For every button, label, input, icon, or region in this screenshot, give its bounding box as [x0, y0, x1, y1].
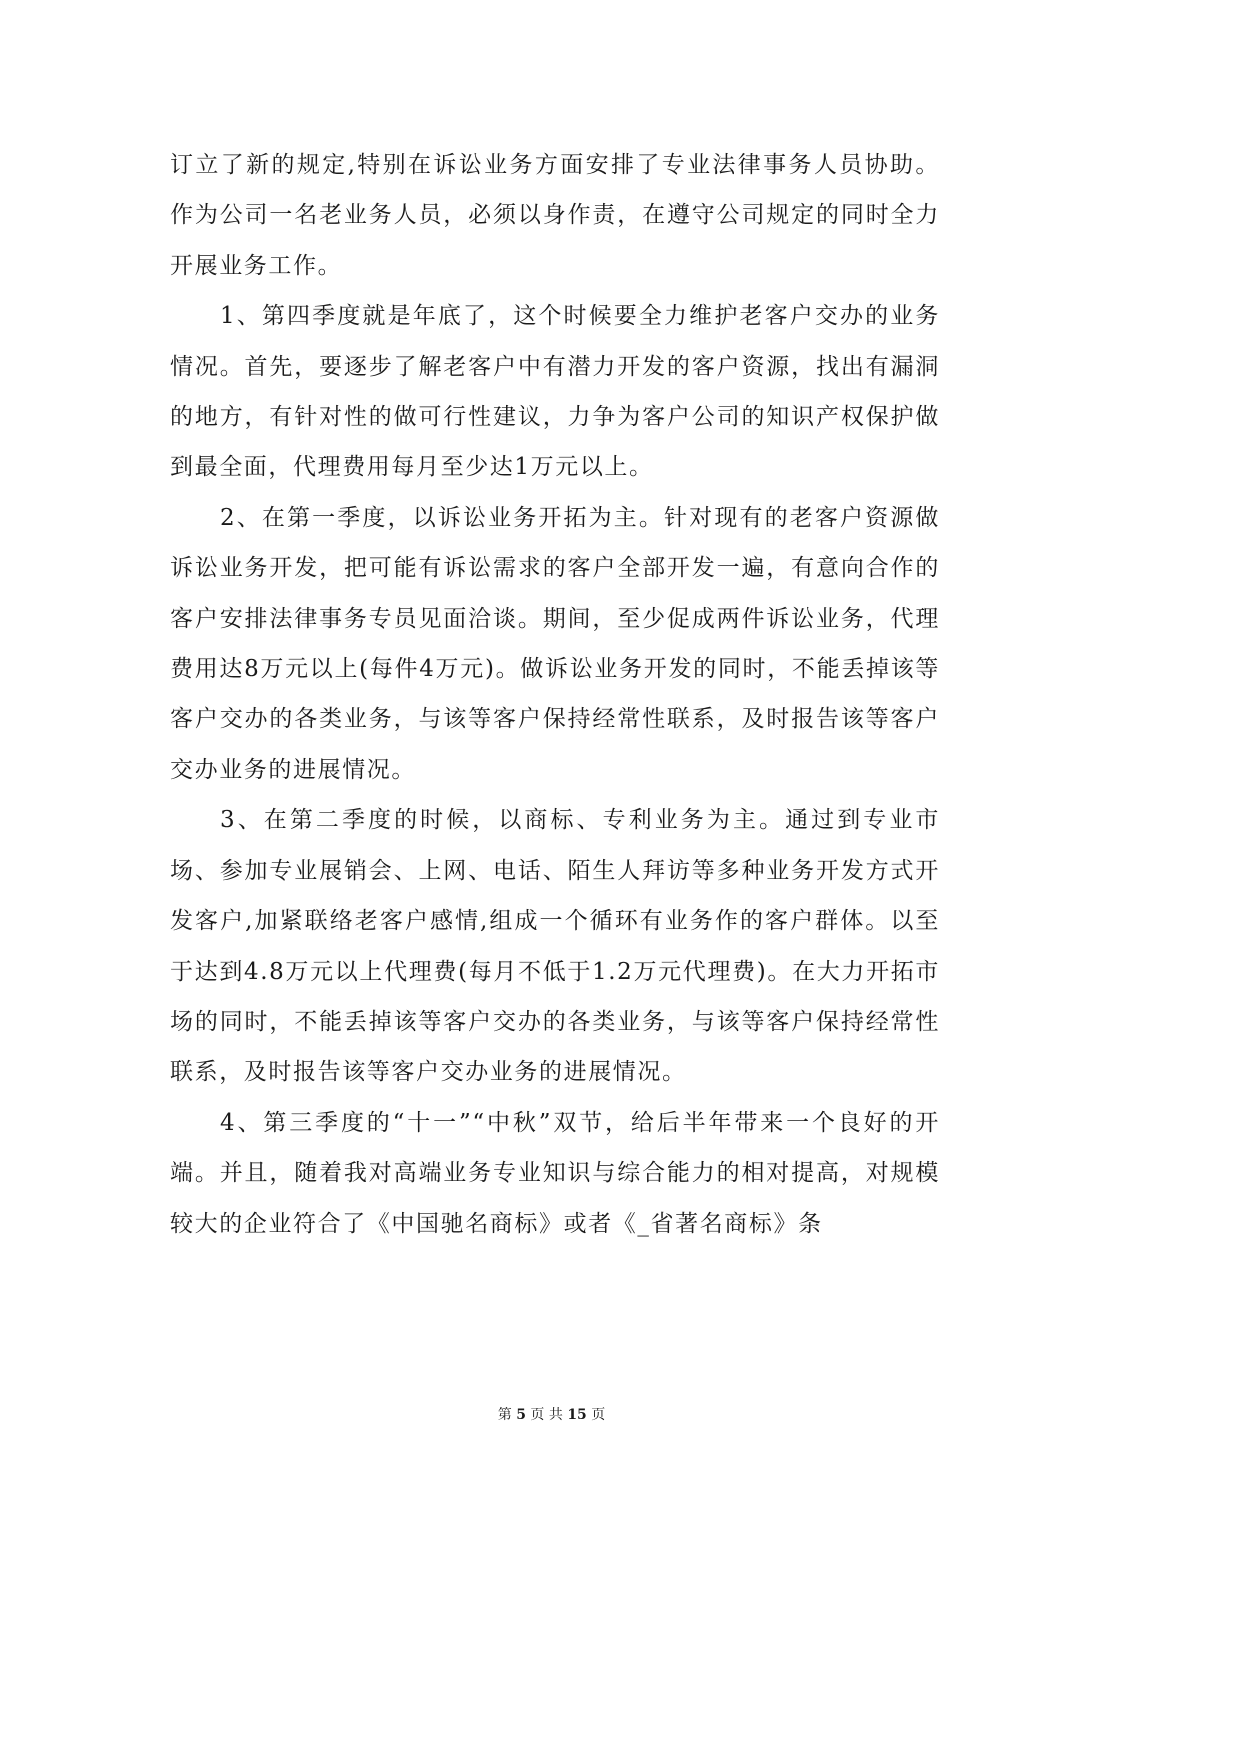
- footer-middle: 页 共: [530, 1407, 563, 1423]
- paragraph-item-3: 3、在第二季度的时候，以商标、专利业务为主。通过到专业市场、参加专业展销会、上网、电话、陌生人拜访等多种业务开发方式开发客户,加紧联络老客户感情,组成一个循环有业务作的客户群体。以至于达到4.8万元以上代理费(每月不低于1.2万元代理费)。在大力开拓市场的同时，不能丢掉该等客户交办的各类业务，与该等客户保持经常性联系，及时报告该等客户交办业务的进展情况。: [170, 807, 940, 1086]
- paragraph-item-2: 2、在第一季度，以诉讼业务开拓为主。针对现有的老客户资源做诉讼业务开发，把可能有诉讼需求的客户全部开发一遍，有意向合作的客户安排法律事务专员见面洽谈。期间，至少促成两件诉讼业务，代理费用达8万元以上(每件4万元)。做诉讼业务开发的同时，不能丢掉该等客户交办的各类业务，与该等客户保持经常性联系，及时报告该等客户交办业务的进展情况。: [170, 504, 940, 783]
- document-body: [170, 140, 940, 1249]
- page-footer: [0, 1405, 1103, 1425]
- paragraph-continuation: 订立了新的规定,特别在诉讼业务方面安排了专业法律事务人员协助。作为公司一名老业务人员，必须以身作责，在遵守公司规定的同时全力开展业务工作。: [170, 152, 940, 279]
- footer-suffix: 页: [591, 1407, 606, 1423]
- current-page-number: 5: [516, 1407, 526, 1423]
- total-pages-number: 15: [567, 1407, 587, 1423]
- paragraph-item-4: 4、第三季度的“十一”“中秋”双节，给后半年带来一个良好的开端。并且，随着我对高端业务专业知识与综合能力的相对提高，对规模较大的企业符合了《中国驰名商标》或者《_省著名商标》条: [170, 1109, 940, 1237]
- paragraph-item-1: 1、第四季度就是年底了，这个时候要全力维护老客户交办的业务情况。首先，要逐步了解老客户中有潜力开发的客户资源，找出有漏洞的地方，有针对性的做可行性建议，力争为客户公司的知识产权保护做到最全面，代理费用每月至少达1万元以上。: [170, 303, 940, 481]
- footer-prefix: 第: [497, 1407, 512, 1423]
